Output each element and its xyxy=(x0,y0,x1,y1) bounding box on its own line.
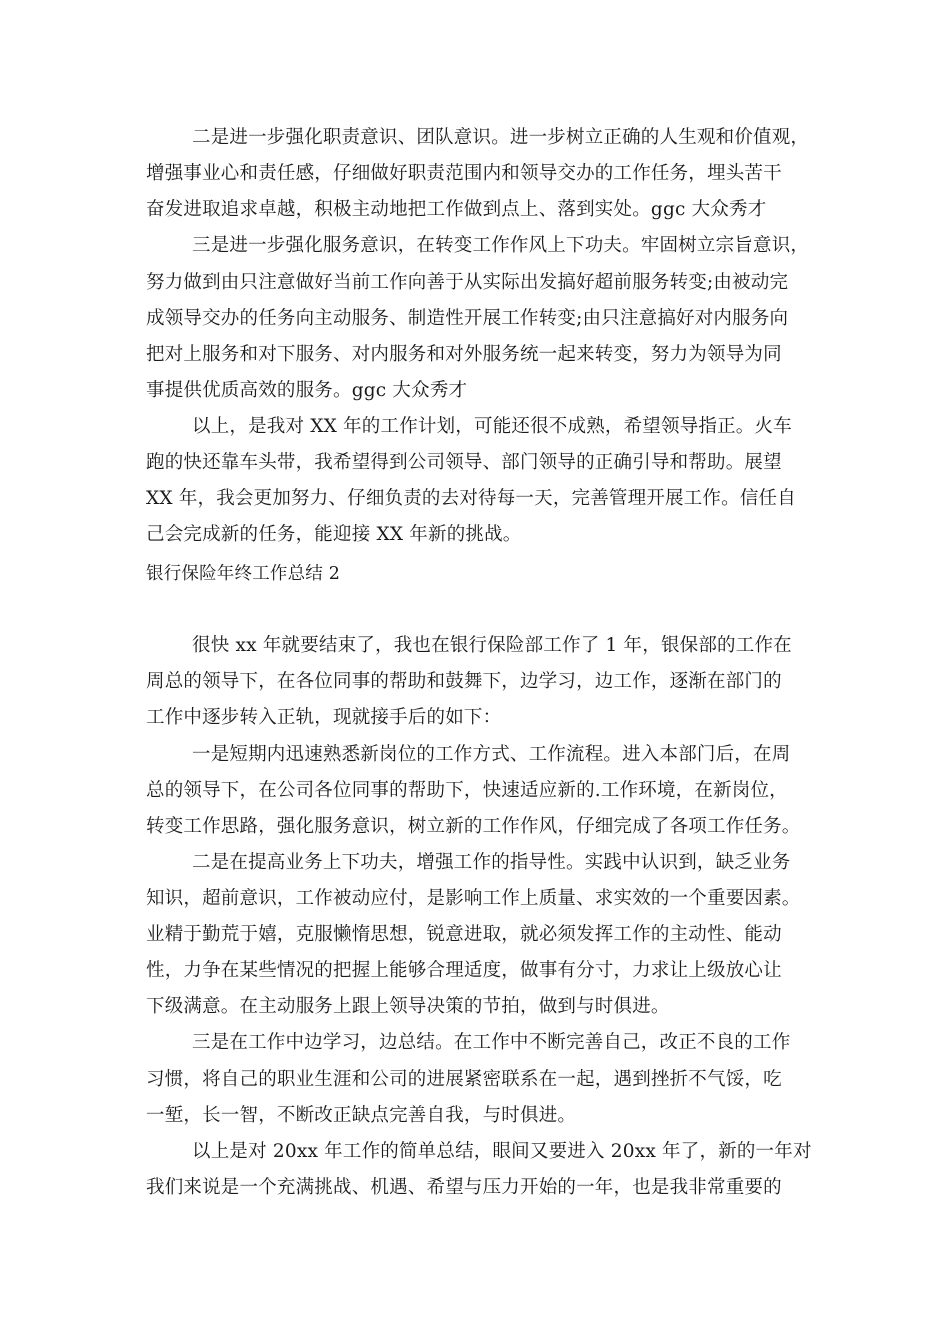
paragraph-line: 跑的快还靠车头带，我希望得到公司领导、部门领导的正确引导和帮助。展望 xyxy=(146,452,782,473)
paragraph-line: 以上，是我对 XX 年的工作计划，可能还很不成熟，希望领导指正。火车 xyxy=(192,416,792,437)
paragraph-line: 己会完成新的任务，能迎接 XX 年新的挑战。 xyxy=(146,524,522,545)
paragraph-line: 转变工作思路，强化服务意识，树立新的工作作风，仔细完成了各项工作任务。 xyxy=(146,816,801,837)
paragraph-line: 以上是对 20xx 年工作的简单总结，眼间又要进入 20xx 年了，新的一年对 xyxy=(192,1141,812,1162)
paragraph-line: 努力做到由只注意做好当前工作向善于从实际出发搞好超前服务转变;由被动完 xyxy=(146,272,789,293)
paragraph-line: 很快 xx 年就要结束了，我也在银行保险部工作了 1 年，银保部的工作在 xyxy=(192,635,792,656)
paragraph-line: 工作中逐步转入正轨，现就接手后的如下： xyxy=(146,707,502,728)
paragraph-line: 三是在工作中边学习，边总结。在工作中不断完善自己，改正不良的工作 xyxy=(192,1032,791,1053)
paragraph-line: 知识，超前意识，工作被动应付，是影响工作上质量、求实效的一个重要因素。 xyxy=(146,888,801,909)
paragraph-line: 二是在提高业务上下功夫，增强工作的指导性。实践中认识到，缺乏业务 xyxy=(192,852,791,873)
paragraph-line: 周总的领导下，在各位同事的帮助和鼓舞下，边学习，边工作，逐渐在部门的 xyxy=(146,671,782,692)
paragraph-line: 性，力争在某些情况的把握上能够合理适度，做事有分寸，力求让上级放心让 xyxy=(146,960,782,981)
paragraph-line: 我们来说是一个充满挑战、机遇、希望与压力开始的一年，也是我非常重要的 xyxy=(146,1177,782,1198)
section-heading: 银行保险年终工作总结 2 xyxy=(146,564,341,584)
paragraph-line: 三是进一步强化服务意识，在转变工作作风上下功夫。牢固树立宗旨意识， xyxy=(192,235,810,256)
paragraph-line: XX 年，我会更加努力、仔细负责的去对待每一天，完善管理开展工作。信任自 xyxy=(146,488,796,509)
paragraph-line: 业精于勤荒于嬉，克服懒惰思想，锐意进取，就必须发挥工作的主动性、能动 xyxy=(146,924,782,945)
paragraph-line: 成领导交办的任务向主动服务、制造性开展工作转变;由只注意搞好对内服务向 xyxy=(146,308,789,329)
paragraph-line: 一是短期内迅速熟悉新岗位的工作方式、工作流程。进入本部门后，在周 xyxy=(192,744,791,765)
paragraph-line: 奋发进取追求卓越，积极主动地把工作做到点上、落到实处。ggc 大众秀才 xyxy=(146,199,767,220)
paragraph-line: 一堑，长一智，不断改正缺点完善自我，与时俱进。 xyxy=(146,1105,577,1126)
paragraph-line: 下级满意。在主动服务上跟上领导决策的节拍，做到与时俱进。 xyxy=(146,996,670,1017)
paragraph-line: 总的领导下，在公司各位同事的帮助下，快速适应新的.工作环境，在新岗位， xyxy=(146,780,788,801)
paragraph-line: 二是进一步强化职责意识、团队意识。进一步树立正确的人生观和价值观， xyxy=(192,127,810,148)
paragraph-line: 增强事业心和责任感，仔细做好职责范围内和领导交办的工作任务，埋头苦干 xyxy=(146,163,782,184)
paragraph-line: 习惯，将自己的职业生涯和公司的进展紧密联系在一起，遇到挫折不气馁，吃 xyxy=(146,1069,782,1090)
paragraph-line: 把对上服务和对下服务、对内服务和对外服务统一起来转变，努力为领导为同 xyxy=(146,344,782,365)
paragraph-line: 事提供优质高效的服务。ggc 大众秀才 xyxy=(146,380,468,401)
